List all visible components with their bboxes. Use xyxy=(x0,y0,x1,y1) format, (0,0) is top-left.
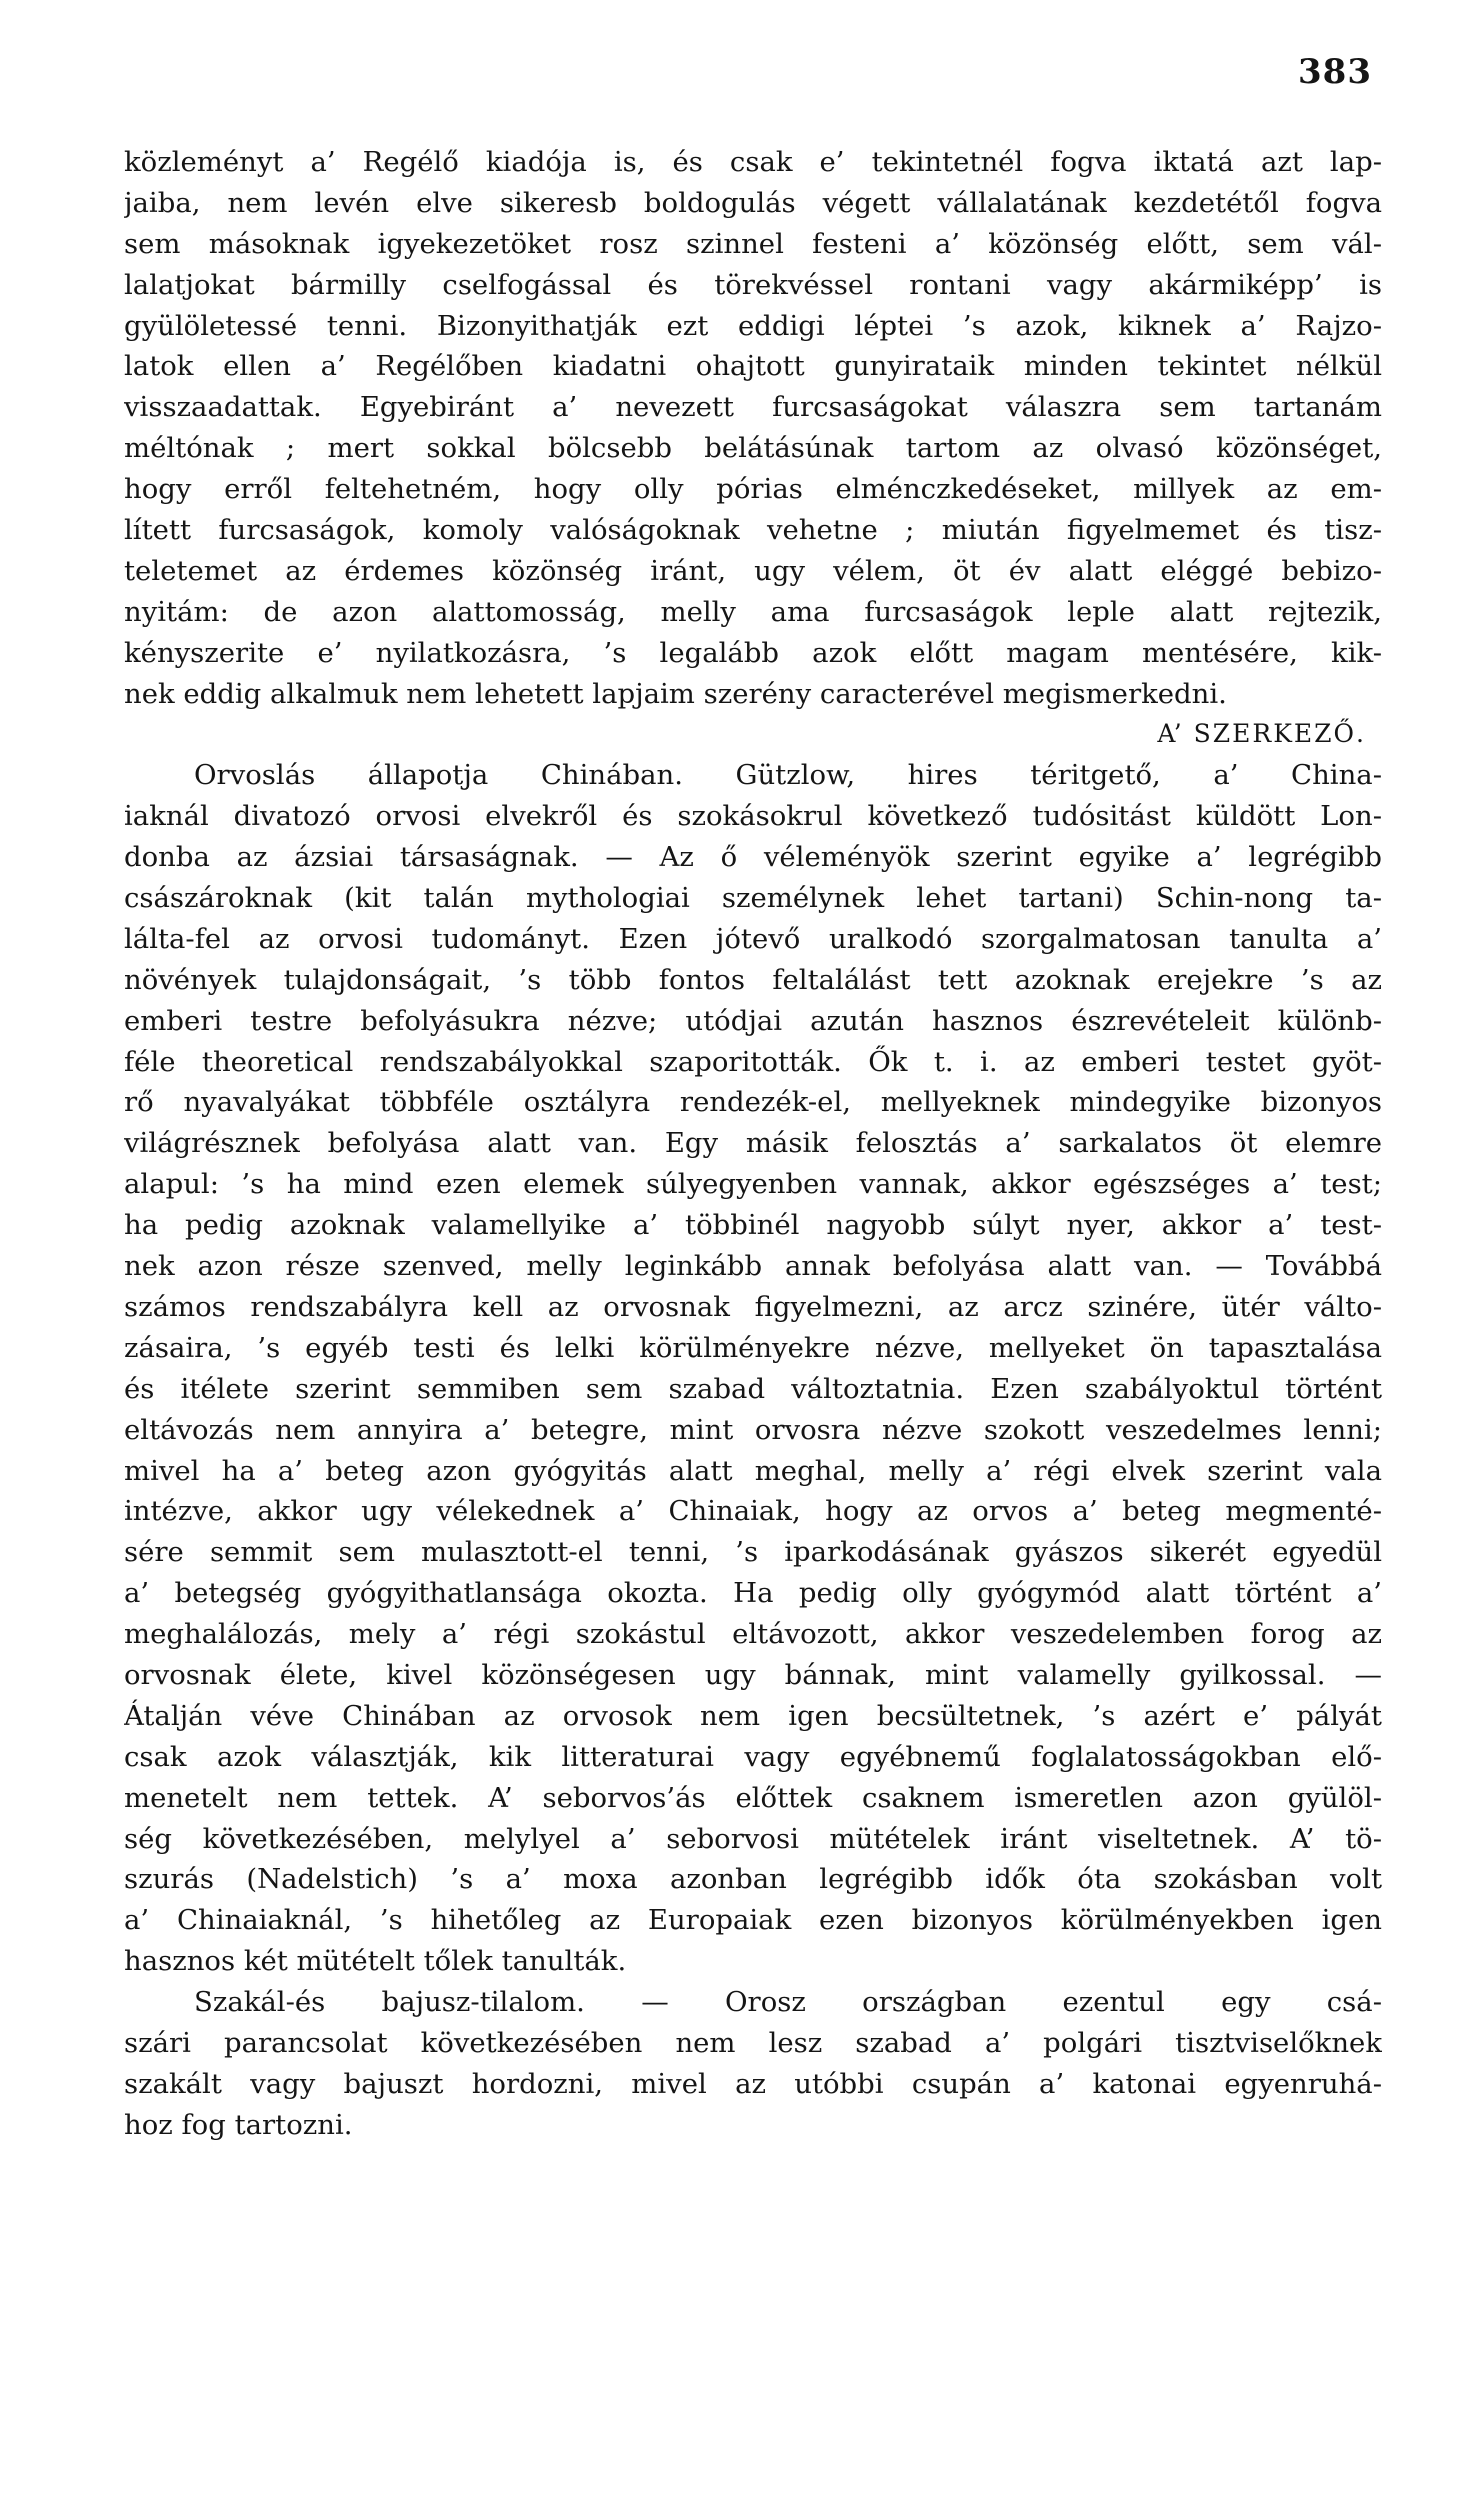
text-line: a’ betegség gyógyithatlansága okozta. Ha pedig olly gyógymód alatt történt a’ xyxy=(124,1577,1382,1610)
text-line: intézve, akkor ugy vélekednek a’ Chinaiak, hogy az orvos a’ beteg megmenté- xyxy=(124,1495,1382,1528)
text-line: hasznos két mütételt tőlek tanulták. xyxy=(124,1945,627,1978)
text-line: lített furcsaságok, komoly valóságoknak vehetne ; miután figyelmemet és tisz- xyxy=(124,514,1382,547)
text-line: mivel ha a’ beteg azon gyógyitás alatt meghal, melly a’ régi elvek szerint vala xyxy=(124,1454,1382,1487)
text-line: lálta-fel az orvosi tudományt. Ezen jótevő uralkodó szorgalmatosan tanulta a’ xyxy=(124,922,1382,955)
text-line: nek azon része szenved, melly leginkább annak befolyása alatt van. — Továbbá xyxy=(124,1250,1382,1283)
text-line: menetelt nem tettek. A’ seborvos’ás előttek csaknem ismeretlen azon gyülöl- xyxy=(124,1781,1382,1814)
text-line: eltávozás nem annyira a’ betegre, mint orvosra nézve szokott veszedelmes lenni; xyxy=(124,1413,1382,1446)
text-line: világrésznek befolyása alatt van. Egy másik felosztás a’ sarkalatos öt elemre xyxy=(124,1127,1382,1160)
text-line: a’ Chinaiaknál, ’s hihetőleg az Europaiak ezen bizonyos körülményekben igen xyxy=(124,1904,1382,1937)
text-line: teletemet az érdemes közönség iránt, ugy vélem, öt év alatt eléggé bebizo- xyxy=(124,554,1382,587)
text-line: méltónak ; mert sokkal bölcsebb belátásúnak tartom az olvasó közönséget, xyxy=(124,432,1382,465)
text-line: kényszerite e’ nyilatkozásra, ’s legalább azok előtt magam mentésére, kik- xyxy=(124,636,1382,669)
text-line: növények tulajdonságait, ’s több fontos feltalálást tett azoknak erejekre ’s az xyxy=(124,963,1382,996)
text-line: orvosnak élete, kivel közönségesen ugy bánnak, mint valamelly gyilkossal. — xyxy=(124,1658,1382,1691)
text-line: hoz fog tartozni. xyxy=(124,2108,353,2141)
section-heading-line: Orvoslás állapotja Chinában. Gützlow, hires téritgető, a’ China- xyxy=(194,759,1382,792)
text-line: sem másoknak igyekezetöket rosz szinnel festeni a’ közönség előtt, sem vál- xyxy=(124,227,1382,260)
text-line: jaiba, nem levén elve sikeresb boldogulás végett vállalatának kezdetétől fogva xyxy=(124,186,1382,219)
text-line: Átalján véve Chinában az orvosok nem igen becsültetnek, ’s azért e’ pályát xyxy=(124,1699,1382,1732)
text-line: szári parancsolat következésében nem lesz szabad a’ polgári tisztviselőknek xyxy=(124,2026,1382,2059)
text-line: hogy erről feltehetném, hogy olly pórias elménczkedéseket, millyek az em- xyxy=(124,473,1382,506)
text-line: ség következésében, melylyel a’ seborvosi mütételek iránt viseltetnek. A’ tö- xyxy=(124,1822,1382,1855)
text-line: számos rendszabályra kell az orvosnak figyelmezni, az arcz szinére, ütér válto- xyxy=(124,1290,1382,1323)
body-text xyxy=(124,142,1382,2146)
page-number: 383 xyxy=(1298,52,1372,92)
text-line: szurás (Nadelstich) ’s a’ moxa azonban legrégibb idők óta szokásban volt xyxy=(124,1863,1382,1896)
text-line: féle theoretical rendszabályokkal szaporitották. Ők t. i. az emberi testet gyöt- xyxy=(124,1045,1382,1078)
text-line: nek eddig alkalmuk nem lehetett lapjaim szerény caracterével megismerkedni. xyxy=(124,677,1227,710)
text-line: lalatjokat bármilly cselfogással és törekvéssel rontani vagy akármiképp’ is xyxy=(124,268,1382,301)
text-line: szakált vagy bajuszt hordozni, mivel az utóbbi csupán a’ katonai egyenruhá- xyxy=(124,2067,1382,2100)
text-line: közleményt a’ Regélő kiadója is, és csak e’ tekintetnél fogva iktatá azt lap- xyxy=(124,146,1382,178)
text-line: ha pedig azoknak valamellyike a’ többinél nagyobb súlyt nyer, akkor a’ test- xyxy=(124,1209,1382,1242)
text-line: sére semmit sem mulasztott-el tenni, ’s iparkodásának gyászos sikerét egyedül xyxy=(124,1536,1382,1569)
text-line: csak azok választják, kik litteraturai vagy egyébnemű foglalatosságokban elő- xyxy=(124,1740,1382,1773)
editor-signature: A’ SZERKEZŐ. xyxy=(1157,719,1366,749)
text-line: emberi testre befolyásukra nézve; utódjai azután hasznos észrevételeit különb- xyxy=(124,1004,1382,1037)
text-line: zásaira, ’s egyéb testi és lelki körülményekre nézve, mellyeket ön tapasztalása xyxy=(124,1331,1382,1364)
text-line: gyülöletessé tenni. Bizonyithatják ezt eddigi léptei ’s azok, kiknek a’ Rajzo- xyxy=(124,309,1382,342)
text-line: császároknak (kit talán mythologiai személynek lehet tartani) Schin-nong ta- xyxy=(124,882,1382,915)
text-line: alapul: ’s ha mind ezen elemek súlyegyenben vannak, akkor egészséges a’ test; xyxy=(124,1168,1382,1201)
section-heading-line: Szakál-és bajusz-tilalom. — Orosz országban ezentul egy csá- xyxy=(194,1986,1382,2019)
text-line: latok ellen a’ Regélőben kiadatni ohajtott gunyirataik minden tekintet nélkül xyxy=(124,350,1382,383)
text-line: donba az ázsiai társaságnak. — Az ő véleményök szerint egyike a’ legrégibb xyxy=(124,841,1382,874)
text-line: iaknál divatozó orvosi elvekről és szokásokrul következő tudósitást küldött Lon- xyxy=(124,800,1382,833)
text-line: és itélete szerint semmiben sem szabad változtatnia. Ezen szabályoktul történt xyxy=(124,1372,1382,1405)
text-line: nyitám: de azon alattomosság, melly ama furcsaságok leple alatt rejtezik, xyxy=(124,595,1382,628)
text-line: meghalálozás, mely a’ régi szokástul eltávozott, akkor veszedelemben forog az xyxy=(124,1618,1382,1651)
text-line: visszaadattak. Egyebiránt a’ nevezett furcsaságokat válaszra sem tartanám xyxy=(124,391,1382,424)
text-line: rő nyavalyákat többféle osztályra rendezék-el, mellyeknek mindegyike bizonyos xyxy=(124,1086,1382,1119)
